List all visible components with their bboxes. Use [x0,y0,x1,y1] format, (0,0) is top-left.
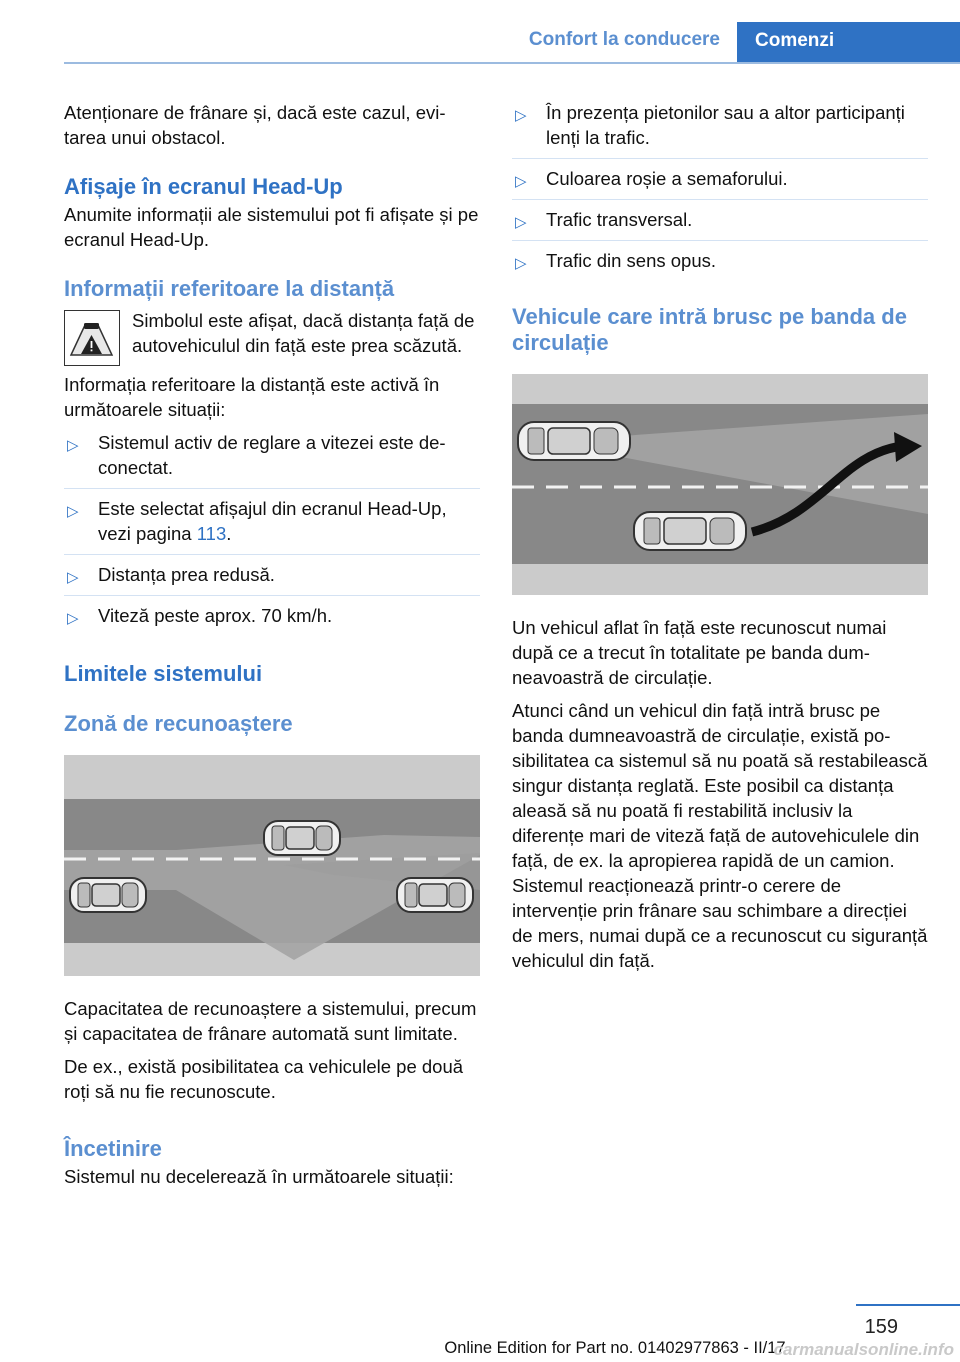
list-item-text: Distanța prea redusă. [98,564,275,585]
cutin-paragraph-2: Atunci când un vehicul din față intră brusc pe banda dumneavoastră de circulație, există posibilitatea ca sistemul să nu poată să restabilească singur distanța reglată. Este posibil ca distanța aleasă să nu poată fi restabilită inclusiv la diferențe mari de viteză față de autovehiculele din față, de ex. la apropierea rapidă de un camion. Sistemul reacționează printr-o cerere de intervenție prin frânare sau schimbare a direcției de mers, numai după ce a recunoscut cu siguranță vehiculul din față. [512,700,928,971]
intro-paragraph: Atenționare de frânare și, dacă este cazul, evitarea unui obstacol. [64,102,446,148]
triangle-bullet-icon: ▷ [67,503,79,520]
list-item [64,603,480,637]
car-icon [70,878,146,912]
list-item-text: Este selectat afișajul din ecranul Head-Up, vezi pagina [98,498,447,544]
recognition-heading: Zonă de recunoaștere [64,711,293,736]
cutin-paragraph-1: Un vehicul aflat în față este recunoscut numai după ce a trecut în totalitate pe banda dumneavoastră de circulație. [512,617,887,688]
page-link[interactable]: 113 [196,523,227,544]
car-icon [397,878,473,912]
car-icon [634,512,746,550]
recognition-zone-illustration [64,755,480,976]
list-item [512,248,928,282]
distance-situations-list [64,430,480,637]
edition-text: Online Edition for Part no. 01402977863 - II/17 [444,1339,786,1357]
recognition-paragraph-1: Capacitatea de recunoaștere a sistemului, precum și capacitatea de frânare automată sunt limitate. [64,998,477,1044]
slowdown-heading: Încetinire [64,1136,162,1161]
cut-in-vehicle-illustration [512,374,928,595]
page-number: 159 [864,1316,898,1338]
hud-heading: Afișaje în ecranul Head-Up [64,174,343,199]
left-column [64,100,480,1197]
car-icon [264,821,340,855]
distance-symbol-text: Simbolul este afișat, dacă distanța față de autovehiculul din față este prea scăzută. [132,310,475,356]
header-chapter-tab: Comenzi [737,22,960,63]
distance-info-heading: Informații referitoare la distanță [64,276,395,301]
slowdown-cases-list [512,100,928,282]
list-item-text: Trafic din sens opus. [546,250,717,271]
distance-active-text: Informația referitoare la distanță este activă în următoarele situații: [64,374,440,420]
list-item-text: În prezența pietonilor sau a altor participanți lenți la trafic. [546,102,905,148]
list-item [512,100,928,159]
list-item-period: . [226,523,232,544]
header-rule [64,62,960,64]
list-item [512,166,928,200]
footer-rule [856,1304,960,1306]
header-section-title: Confort la conducere [528,29,720,50]
list-item-text: Trafic transversal. [546,209,693,230]
list-item [64,496,480,555]
recognition-paragraph-2: De ex., există posibilitatea ca vehiculele pe două roți să nu fie recunoscute. [64,1056,464,1102]
slowdown-paragraph: Sistemul nu decelerează în următoarele situații: [64,1166,454,1187]
triangle-bullet-icon: ▷ [67,610,79,627]
list-item-text: Sistemul activ de reglare a vitezei este deconectat. [98,432,446,478]
list-item [64,562,480,596]
list-item [512,207,928,241]
triangle-bullet-icon: ▷ [67,437,79,454]
triangle-bullet-icon: ▷ [67,569,79,586]
list-item-text: Viteză peste aprox. 70 km/h. [98,605,333,626]
triangle-bullet-icon: ▷ [515,173,527,190]
triangle-bullet-icon: ▷ [515,214,527,231]
right-column [512,100,928,981]
triangle-bullet-icon: ▷ [515,255,527,272]
distance-warning-icon [64,310,120,366]
cutin-heading: Vehicule care intră brusc pe banda de circulație [512,304,907,355]
limits-heading: Limitele sistemului [64,661,263,686]
hud-paragraph: Anumite informații ale sistemului pot fi afișate și pe ecranul Head-Up. [64,204,479,250]
car-icon [518,422,630,460]
distance-symbol-row [64,308,480,366]
triangle-bullet-icon: ▷ [515,107,527,124]
watermark-logo: carmanualsonline.info [773,1340,954,1359]
list-item-text: Culoarea roșie a semaforului. [546,168,788,189]
list-item [64,430,480,489]
